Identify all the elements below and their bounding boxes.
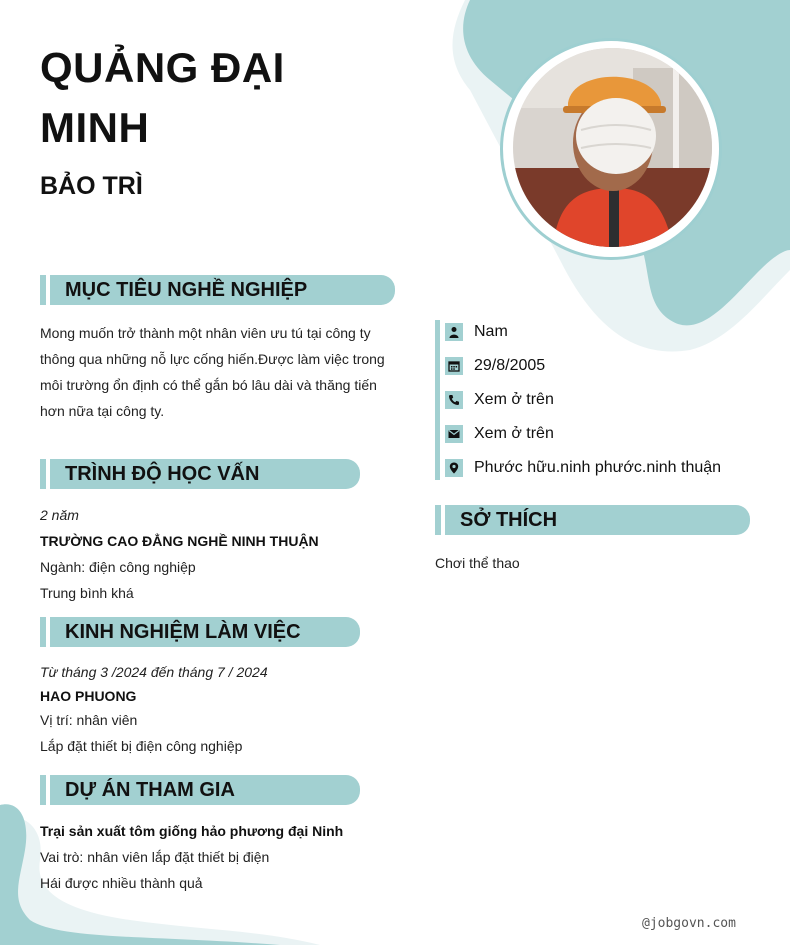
project-role: Vai trò: nhân viên lắp đặt thiết bị điện [40,849,270,865]
candidate-name-line1: QUẢNG ĐẠI [40,44,285,91]
hobbies-heading: SỞ THÍCH [460,509,558,531]
job-title: BẢO TRÌ [40,172,143,200]
contact-phone-row [445,389,554,411]
experience-entry [40,659,268,759]
contact-gender: Nam [474,323,508,340]
experience-company: HAO PHUONG [40,688,137,704]
contact-phone: Xem ở trên [474,391,554,408]
contact-address: Phước hữu.ninh phước.ninh thuận [474,459,722,476]
project-entry [40,818,343,896]
objective-heading-bar [40,275,395,305]
education-major: Ngành: điện công nghiệp [40,559,196,575]
hobbies-heading-bar [435,505,750,535]
candidate-name-line2: MINH [40,104,150,151]
project-name: Trại sản xuất tôm giống hảo phương đại Ninh [40,823,344,839]
education-period: 2 năm [40,507,79,523]
objective-text [40,320,410,424]
objective-heading: MỤC TIÊU NGHỀ NGHIỆP [65,279,308,301]
education-heading: TRÌNH ĐỘ HỌC VẤN [65,463,260,485]
projects-heading-bar [40,775,360,805]
education-school: TRƯỜNG CAO ĐẲNG NGHỀ NINH THUẬN [40,533,319,549]
calendar-icon [445,357,463,375]
objective-line: Mong muốn trở thành một nhân viên ưu tú tại công ty [40,325,371,341]
experience-period: Từ tháng 3 /2024 đến tháng 7 / 2024 [40,664,268,680]
contact-gender-row [445,321,508,343]
location-icon [445,459,463,477]
experience-task: Lắp đặt thiết bị điện công nghiệp [40,738,243,754]
education-entry [40,502,319,606]
person-icon [445,323,463,341]
contact-email-row [445,423,554,445]
contact-email: Xem ở trên [474,425,554,442]
education-heading-bar [40,459,360,489]
contact-dob: 29/8/2005 [474,357,546,374]
contact-divider [435,320,440,480]
objective-line: môi trường ổn định có thể gắn bó lâu dài và thăng tiến [40,377,377,393]
education-grade: Trung bình khá [40,585,134,601]
project-result: Hái được nhiều thành quả [40,875,203,891]
candidate-name [40,38,285,158]
objective-line: thông qua những nỗ lực cống hiến.Được làm việc trong [40,351,385,367]
avatar [513,48,712,247]
experience-position: Vị trí: nhân viên [40,712,138,728]
phone-icon [445,391,463,409]
footer-credit: @jobgovn.com [642,916,736,931]
experience-heading-bar [40,617,360,647]
contact-address-row [445,457,721,479]
hobbies-text: Chơi thể thao [435,555,520,571]
mail-icon [445,425,463,443]
projects-heading: DỰ ÁN THAM GIA [65,779,235,801]
contact-dob-row [445,355,545,377]
experience-heading: KINH NGHIỆM LÀM VIỆC [65,621,301,643]
objective-line: hơn nữa tại công ty. [40,403,165,419]
